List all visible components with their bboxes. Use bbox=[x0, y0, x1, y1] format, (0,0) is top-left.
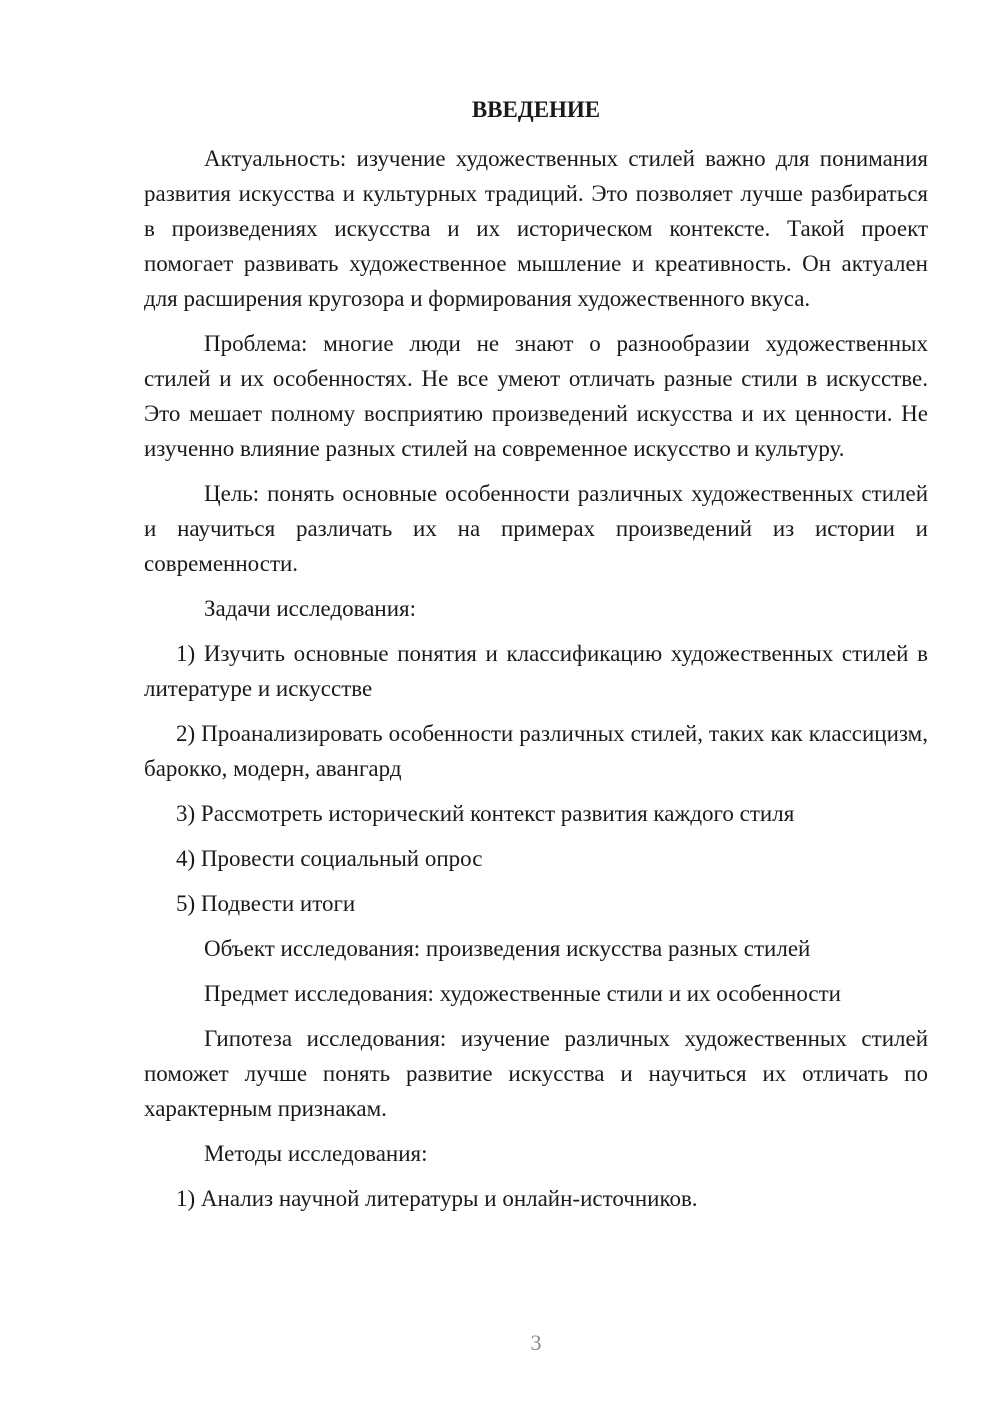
task-item-3: 3) Рассмотреть исторический контекст развития каждого стиля bbox=[176, 801, 795, 826]
research-object: Объект исследования: произведения искусства разных стилей bbox=[204, 936, 811, 961]
task-item-4: 4) Провести социальный опрос bbox=[176, 846, 483, 871]
task-item-5: 5) Подвести итоги bbox=[176, 891, 356, 916]
task-item-2: 2) Проанализировать особенности различных стилей, таких как классицизм, барокко, модерн, авангард bbox=[144, 721, 928, 781]
methods-heading: Методы исследования: bbox=[204, 1141, 428, 1166]
page-content bbox=[144, 92, 928, 1226]
relevance-paragraph: Актуальность: изучение художественных стилей важно для понимания развития искусства и культурных традиций. Это позволяет лучше разбираться в произведениях искусства и их историческом контексте. Такой проект помогает развивать художественное мышление и креативность. Он актуален для расширения кругозора и формирования художественного вкуса. bbox=[144, 146, 928, 311]
research-subject: Предмет исследования: художественные стили и их особенности bbox=[204, 981, 841, 1006]
problem-paragraph: Проблема: многие люди не знают о разнообразии художественных стилей и их особенностях. Не все умеют отличать разные стили в искусстве. Это мешает полному восприятию произведений искусства и их ценности. Не изученно влияние разных стилей на современное искусство и культуру. bbox=[144, 331, 928, 461]
task-item-1: 1) Изучить основные понятия и классификацию художественных стилей в литературе и искусстве bbox=[144, 641, 928, 701]
goal-paragraph: Цель: понять основные особенности различных художественных стилей и научиться различать их на примерах произведений из истории и современности. bbox=[144, 481, 928, 576]
section-title: ВВЕДЕНИЕ bbox=[471, 97, 601, 122]
page-number: 3 bbox=[530, 1330, 542, 1355]
method-item-1: 1) Анализ научной литературы и онлайн-источников. bbox=[176, 1186, 698, 1211]
research-hypothesis: Гипотеза исследования: изучение различных художественных стилей поможет лучше понять развитие искусства и научиться их отличать по характерным признакам. bbox=[144, 1026, 928, 1121]
tasks-heading: Задачи исследования: bbox=[204, 596, 417, 621]
